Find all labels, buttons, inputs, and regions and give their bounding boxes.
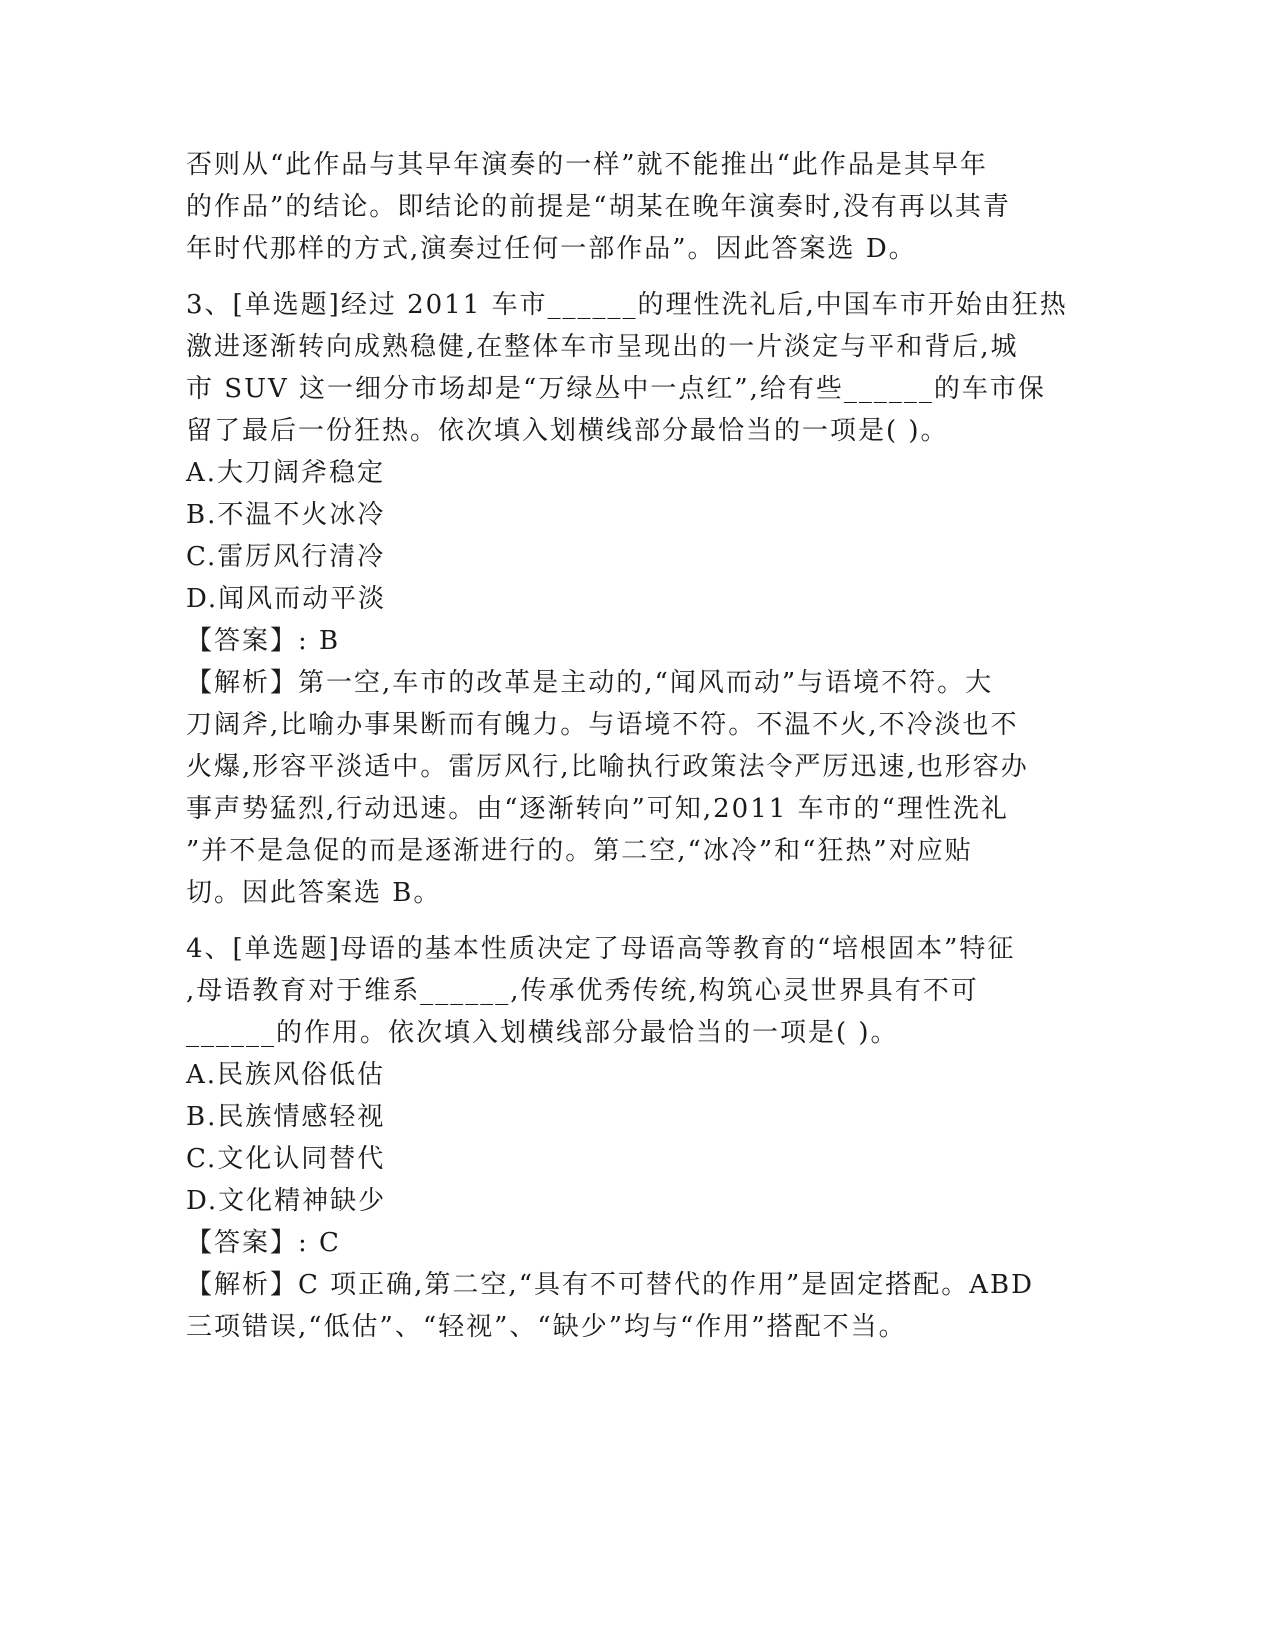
text-line: 年时代那样的方式,演奏过任何一部作品”。因此答案选 D。 — [186, 234, 917, 264]
intro-paragraph — [186, 144, 1066, 270]
text-line: ______的作用。依次填入划横线部分最恰当的一项是( )。 — [186, 1018, 899, 1048]
option-d: D.文化精神缺少 — [186, 1186, 387, 1216]
question-3 — [186, 284, 1066, 914]
text-line: 刀阔斧,比喻办事果断而有魄力。与语境不符。不温不火,不冷淡也不 — [186, 710, 1019, 740]
spacer — [186, 914, 1066, 928]
question-stem — [186, 928, 1066, 1054]
question-4 — [186, 928, 1066, 1348]
answer — [186, 1222, 1066, 1264]
analysis — [186, 662, 1066, 914]
option-d: D.闻风而动平淡 — [186, 584, 387, 614]
text-line: 的作品”的结论。即结论的前提是“胡某在晚年演奏时,没有再以其青 — [186, 192, 1011, 222]
text-line: ”并不是急促的而是逐渐进行的。第二空,“冰冷”和“狂热”对应贴 — [186, 836, 973, 866]
text-line: 3、[单选题]经过 2011 车市______的理性洗礼后,中国车市开始由狂热 — [186, 290, 1068, 320]
option-list — [186, 452, 1066, 620]
option-b: B.民族情感轻视 — [186, 1102, 386, 1132]
text-line: 火爆,形容平淡适中。雷厉风行,比喻执行政策法令严厉迅速,也形容办 — [186, 752, 1029, 782]
answer — [186, 620, 1066, 662]
text-line: 事声势猛烈,行动迅速。由“逐渐转向”可知,2011 车市的“理性洗礼 — [186, 794, 1009, 824]
analysis — [186, 1264, 1066, 1348]
option-a: A.民族风俗低估 — [186, 1060, 386, 1090]
answer-text: 【答案】: C — [186, 1228, 341, 1258]
option-c: C.文化认同替代 — [186, 1144, 386, 1174]
text-line: 激进逐渐转向成熟稳健,在整体车市呈现出的一片淡定与平和背后,城 — [186, 332, 1019, 362]
option-list — [186, 1054, 1066, 1222]
text-line: 三项错误,“低估”、“轻视”、“缺少”均与“作用”搭配不当。 — [186, 1312, 907, 1342]
option-b: B.不温不火冰冷 — [186, 500, 386, 530]
option-a: A.大刀阔斧稳定 — [186, 458, 386, 488]
text-line: 留了最后一份狂热。依次填入划横线部分最恰当的一项是( )。 — [186, 416, 949, 446]
text-line: 【解析】第一空,车市的改革是主动的,“闻风而动”与语境不符。大 — [186, 668, 994, 698]
text-line: 【解析】C 项正确,第二空,“具有不可替代的作用”是固定搭配。ABD — [186, 1270, 1035, 1300]
option-c: C.雷厉风行清冷 — [186, 542, 386, 572]
text-line: 4、[单选题]母语的基本性质决定了母语高等教育的“培根固本”特征 — [186, 934, 1016, 964]
text-line: 否则从“此作品与其早年演奏的一样”就不能推出“此作品是其早年 — [186, 150, 988, 180]
document-content — [186, 144, 1066, 1348]
text-line: 市 SUV 这一细分市场却是“万绿丛中一点红”,给有些______的车市保 — [186, 374, 1046, 404]
text-line: 切。因此答案选 B。 — [186, 878, 442, 908]
spacer — [186, 270, 1066, 284]
question-stem — [186, 284, 1066, 452]
answer-text: 【答案】: B — [186, 626, 341, 656]
text-line: ,母语教育对于维系______,传承优秀传统,构筑心灵世界具有不可 — [186, 976, 979, 1006]
